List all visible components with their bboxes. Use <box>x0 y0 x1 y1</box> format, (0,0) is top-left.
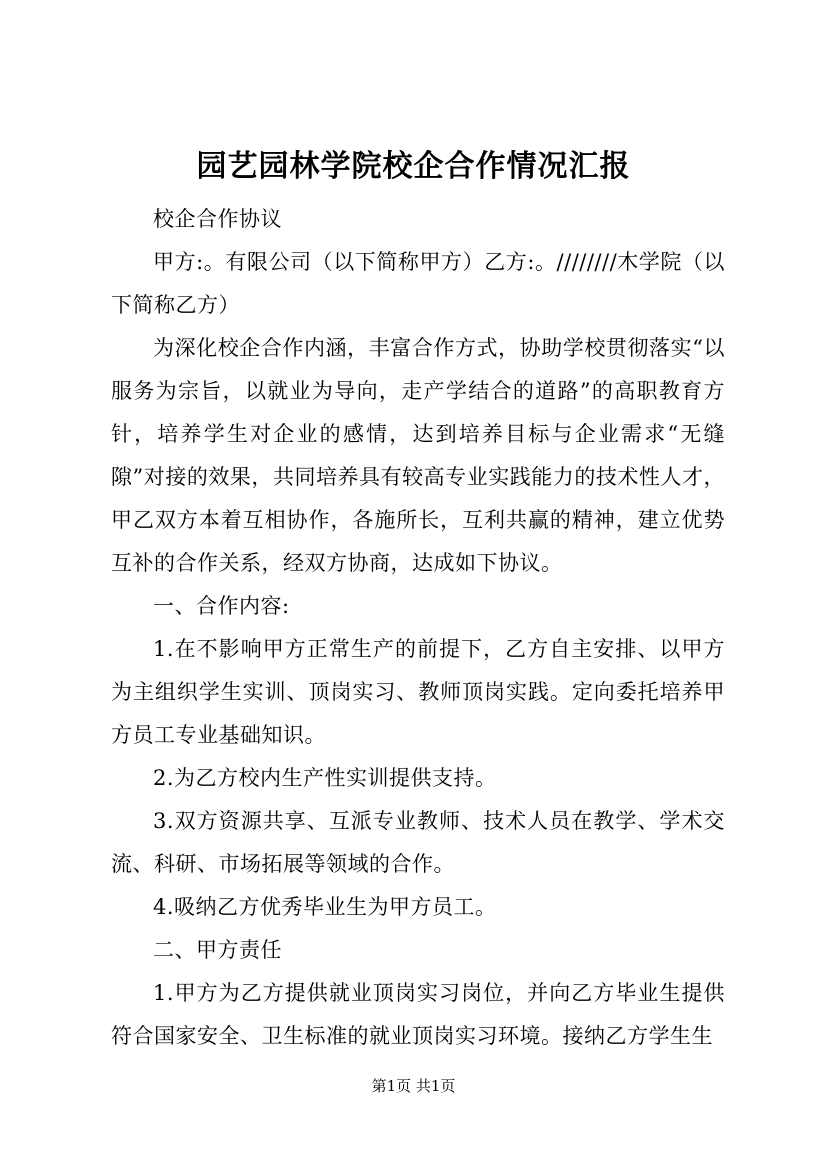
paragraph-item-4: 4.吸纳乙方优秀毕业生为甲方员工。 <box>153 895 497 919</box>
paragraph-purpose: 为深化校企合作内涵，丰富合作方式，协助学校贯彻落实“以服务为宗旨，以就业为导向，走产学结合的道路”的高职教育方针，培养学生对企业的感情，达到培养目标与企业需求“无缝隙”对接的效果，共同培养具有较高专业实践能力的技术性人才，甲乙双方本着互相协作，各施所长，互利共赢的精神，建立优势互补的合作关系，经双方协商，达成如下协议。 <box>111 336 725 575</box>
section-heading-cooperation-content: 一、合作内容: <box>153 594 290 618</box>
paragraph-item-1: 1.在不影响甲方正常生产的前提下，乙方自主安排、以甲方为主组织学生实训、顶岗实习、教师顶岗实践。定向委托培养甲方员工专业基础知识。 <box>111 637 725 747</box>
paragraph-agreement-heading: 校企合作协议 <box>153 207 282 231</box>
document-title: 园艺园林学院校企合作情况汇报 <box>196 149 631 184</box>
paragraph-item-3: 3.双方资源共享、互派专业教师、技术人员在教学、学术交流、科研、市场拓展等领域的合作。 <box>111 809 725 876</box>
paragraph-item-2: 2.为乙方校内生产性实训提供支持。 <box>153 766 497 790</box>
paragraph-duty-1: 1.甲方为乙方提供就业顶岗实习岗位，并向乙方毕业生提供符合国家安全、卫生标准的就业顶岗实习环境。接纳乙方学生生 <box>111 981 725 1048</box>
section-heading-party-a-duties: 二、甲方责任 <box>153 938 282 962</box>
paragraph-parties: 甲方:。有限公司（以下简称甲方）乙方:。////////木学院（以下简称乙方） <box>111 250 725 317</box>
document-body <box>111 198 725 1058</box>
page-footer: 第1页 共1页 <box>371 1077 456 1095</box>
